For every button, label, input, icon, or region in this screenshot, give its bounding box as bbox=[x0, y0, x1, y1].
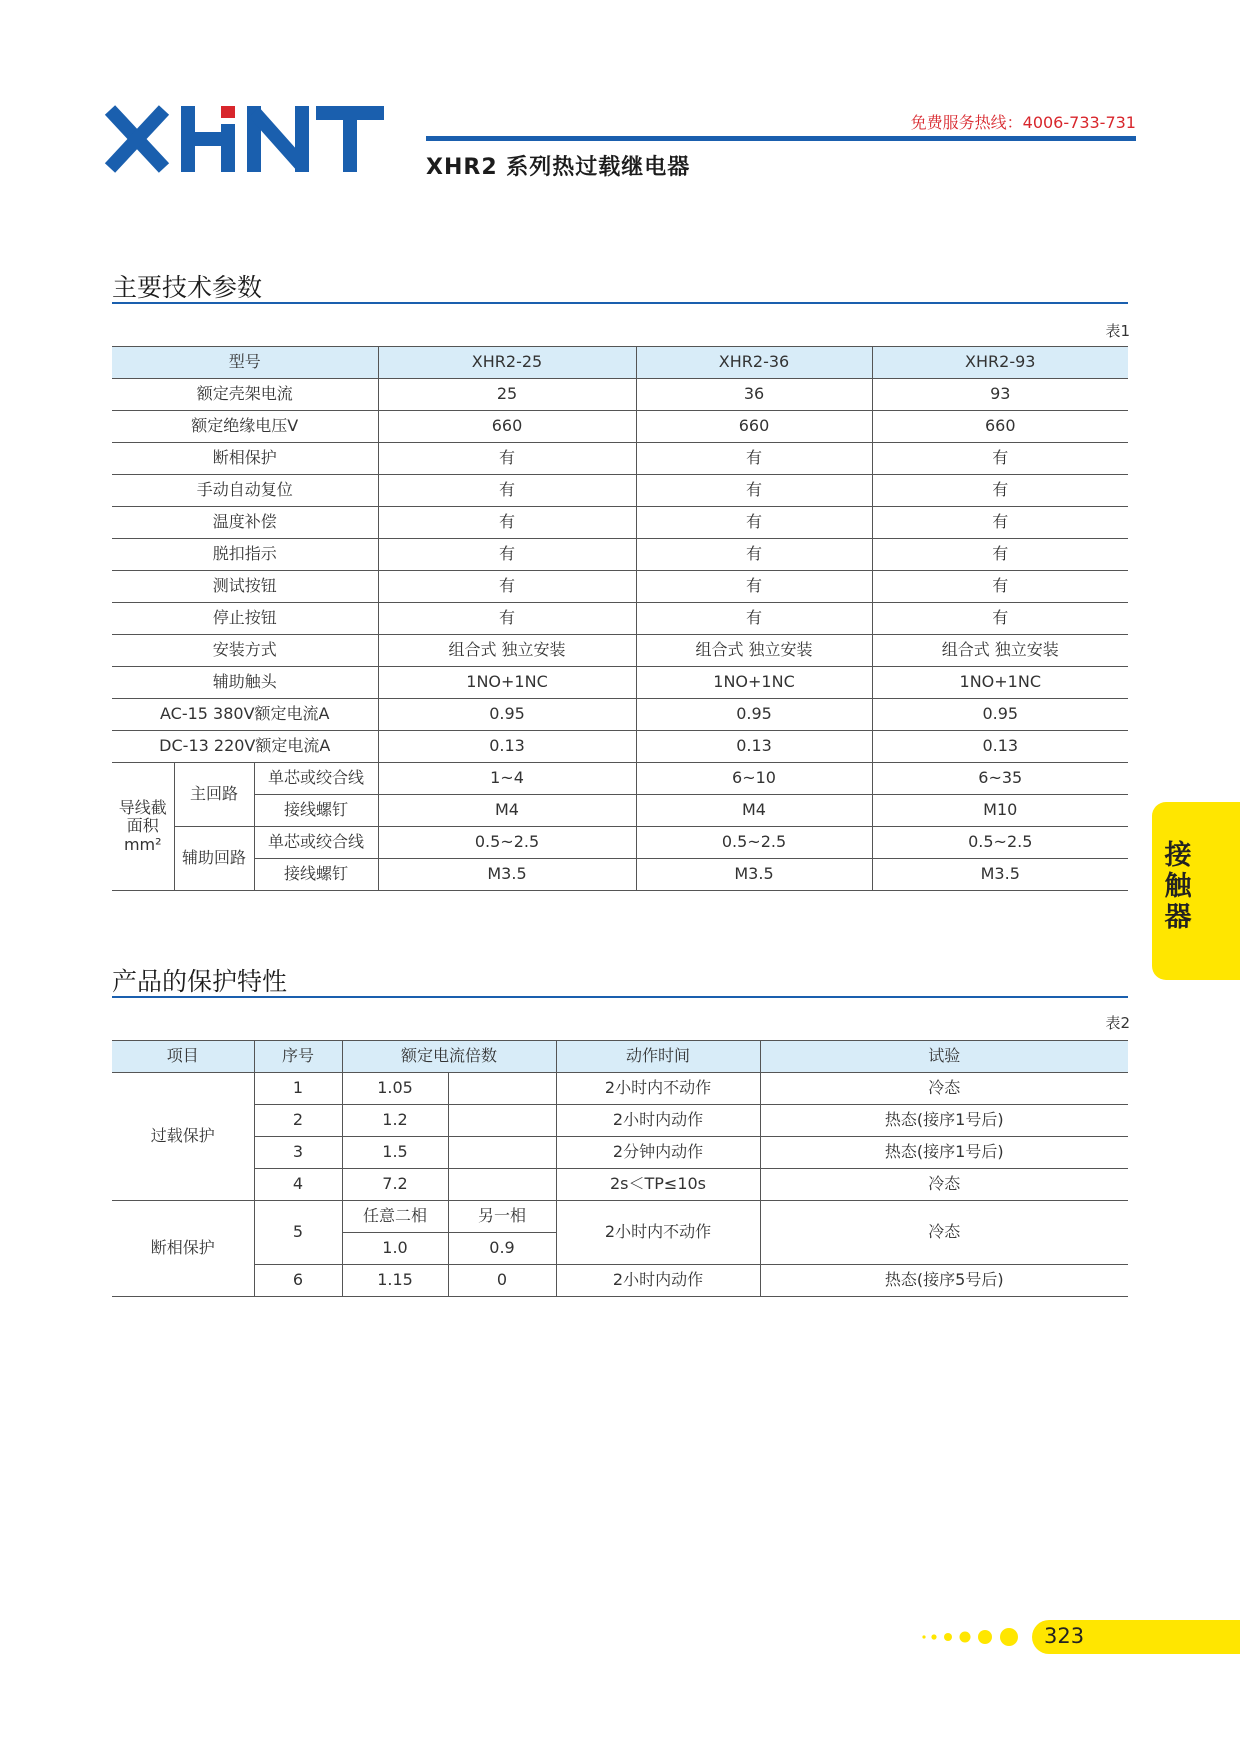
header-no: 序号 bbox=[254, 1041, 342, 1073]
cell: 1NO+1NC bbox=[872, 667, 1128, 699]
cell: 有 bbox=[636, 475, 872, 507]
cell: 1.5 bbox=[342, 1137, 448, 1169]
row-label: 安装方式 bbox=[112, 635, 378, 667]
header-item: 项目 bbox=[112, 1041, 254, 1073]
cell: 0.13 bbox=[636, 731, 872, 763]
wire-group-unit: mm² bbox=[123, 834, 162, 854]
cell: 冷态 bbox=[760, 1169, 1128, 1201]
cell: 有 bbox=[872, 603, 1128, 635]
section-rule-protection bbox=[112, 996, 1128, 998]
cell: 0.5~2.5 bbox=[636, 827, 872, 859]
footer-dots bbox=[920, 1625, 1030, 1649]
section-rule-specs bbox=[112, 302, 1128, 304]
cell: 2小时内不动作 bbox=[556, 1073, 760, 1105]
row-label: 额定绝缘电压V bbox=[112, 411, 378, 443]
cell: 7.2 bbox=[342, 1169, 448, 1201]
document-title: XHR2 系列热过载继电器 bbox=[426, 155, 691, 180]
table-row bbox=[112, 699, 1128, 731]
service-hotline: 免费服务热线：4006-733-731 bbox=[910, 113, 1136, 132]
table-row bbox=[112, 603, 1128, 635]
cell: 1NO+1NC bbox=[636, 667, 872, 699]
wire-group-label bbox=[112, 763, 174, 891]
section-title-specs: 主要技术参数 bbox=[112, 273, 263, 302]
table-label-2: 表2 bbox=[1105, 1014, 1130, 1032]
table-row bbox=[112, 379, 1128, 411]
row-label: 接线螺钉 bbox=[254, 795, 378, 827]
row-label: 辅助触头 bbox=[112, 667, 378, 699]
overload-label: 过载保护 bbox=[112, 1073, 254, 1201]
row-label: 接线螺钉 bbox=[254, 859, 378, 891]
table-row bbox=[112, 795, 1128, 827]
row-label: 脱扣指示 bbox=[112, 539, 378, 571]
side-tab-label: 接触器 bbox=[1164, 840, 1192, 933]
table-row bbox=[112, 1105, 1128, 1137]
row-label: 停止按钮 bbox=[112, 603, 378, 635]
cell: 有 bbox=[872, 571, 1128, 603]
table-row bbox=[112, 1169, 1128, 1201]
table-header-row bbox=[112, 1041, 1128, 1073]
cell: 有 bbox=[872, 507, 1128, 539]
cell bbox=[448, 1105, 556, 1137]
table-row bbox=[112, 539, 1128, 571]
table-row bbox=[112, 1073, 1128, 1105]
cell: 0.13 bbox=[872, 731, 1128, 763]
table-row bbox=[112, 763, 1128, 795]
cell: 36 bbox=[636, 379, 872, 411]
cell: 有 bbox=[636, 539, 872, 571]
cell: 0 bbox=[448, 1265, 556, 1297]
header-action-time: 动作时间 bbox=[556, 1041, 760, 1073]
cell: 冷态 bbox=[760, 1073, 1128, 1105]
table-header-row bbox=[112, 347, 1128, 379]
cell: M3.5 bbox=[636, 859, 872, 891]
cell: 0.9 bbox=[448, 1233, 556, 1265]
cell: 2小时内动作 bbox=[556, 1105, 760, 1137]
cell: 有 bbox=[636, 443, 872, 475]
cell: 0.13 bbox=[378, 731, 636, 763]
table-row bbox=[112, 475, 1128, 507]
main-circuit-label: 主回路 bbox=[174, 763, 254, 827]
cell: 有 bbox=[378, 475, 636, 507]
cell: 6~10 bbox=[636, 763, 872, 795]
cell: 有 bbox=[872, 443, 1128, 475]
cell: 组合式 独立安装 bbox=[636, 635, 872, 667]
cell: M4 bbox=[636, 795, 872, 827]
cell: M4 bbox=[378, 795, 636, 827]
cell: 有 bbox=[378, 539, 636, 571]
cell bbox=[448, 1073, 556, 1105]
table-row bbox=[112, 731, 1128, 763]
cell: 660 bbox=[378, 411, 636, 443]
aux-circuit-label: 辅助回路 bbox=[174, 827, 254, 891]
table-row bbox=[112, 827, 1128, 859]
cell: 1~4 bbox=[378, 763, 636, 795]
row-label: AC-15 380V额定电流A bbox=[112, 699, 378, 731]
cell: 1.0 bbox=[342, 1233, 448, 1265]
cell: M3.5 bbox=[378, 859, 636, 891]
cell: 2小时内不动作 bbox=[556, 1201, 760, 1265]
cell: 热态(接序1号后) bbox=[760, 1105, 1128, 1137]
wire-group-line2: 面积 bbox=[126, 816, 159, 836]
cell: 5 bbox=[254, 1201, 342, 1265]
table-row bbox=[112, 571, 1128, 603]
cell: 93 bbox=[872, 379, 1128, 411]
row-label: 温度补偿 bbox=[112, 507, 378, 539]
spec-table bbox=[112, 346, 1128, 891]
table-label-1: 表1 bbox=[1105, 322, 1130, 340]
cell: 2 bbox=[254, 1105, 342, 1137]
table-row bbox=[112, 443, 1128, 475]
table-row bbox=[112, 1201, 1128, 1233]
cell: 0.95 bbox=[872, 699, 1128, 731]
cell: 25 bbox=[378, 379, 636, 411]
cell bbox=[448, 1169, 556, 1201]
cell: 0.95 bbox=[378, 699, 636, 731]
cell: 热态(接序5号后) bbox=[760, 1265, 1128, 1297]
cell: 4 bbox=[254, 1169, 342, 1201]
sub-header-any-two: 任意二相 bbox=[342, 1201, 448, 1233]
xhnt-logo bbox=[104, 104, 384, 174]
cell: 1NO+1NC bbox=[378, 667, 636, 699]
cell bbox=[448, 1137, 556, 1169]
cell: 有 bbox=[378, 507, 636, 539]
cell: 有 bbox=[872, 539, 1128, 571]
cell: 冷态 bbox=[760, 1201, 1128, 1265]
cell: 有 bbox=[378, 443, 636, 475]
cell: M3.5 bbox=[872, 859, 1128, 891]
section-title-protection: 产品的保护特性 bbox=[112, 967, 288, 996]
table-row bbox=[112, 1265, 1128, 1297]
cell: 2s＜TP≤10s bbox=[556, 1169, 760, 1201]
cell: 660 bbox=[872, 411, 1128, 443]
cell: 6 bbox=[254, 1265, 342, 1297]
cell: 0.5~2.5 bbox=[378, 827, 636, 859]
cell: 1.2 bbox=[342, 1105, 448, 1137]
header-current-multiple: 额定电流倍数 bbox=[342, 1041, 556, 1073]
cell: 2分钟内动作 bbox=[556, 1137, 760, 1169]
cell: 有 bbox=[636, 507, 872, 539]
row-label: 断相保护 bbox=[112, 443, 378, 475]
header-test: 试验 bbox=[760, 1041, 1128, 1073]
cell: 有 bbox=[636, 571, 872, 603]
cell: 有 bbox=[378, 603, 636, 635]
row-label: 手动自动复位 bbox=[112, 475, 378, 507]
table-row bbox=[112, 859, 1128, 891]
sub-header-other: 另一相 bbox=[448, 1201, 556, 1233]
cell: 1.05 bbox=[342, 1073, 448, 1105]
cell: 组合式 独立安装 bbox=[872, 635, 1128, 667]
wire-group-line1: 导线截 bbox=[118, 797, 167, 817]
table-row bbox=[112, 507, 1128, 539]
cell: 组合式 独立安装 bbox=[378, 635, 636, 667]
header-rule bbox=[426, 136, 1136, 141]
header-model: 型号 bbox=[112, 347, 378, 379]
phase-loss-label: 断相保护 bbox=[112, 1201, 254, 1297]
header-xhr2-25: XHR2-25 bbox=[378, 347, 636, 379]
cell: M10 bbox=[872, 795, 1128, 827]
row-label: 测试按钮 bbox=[112, 571, 378, 603]
cell: 1.15 bbox=[342, 1265, 448, 1297]
table-row bbox=[112, 635, 1128, 667]
cell: 热态(接序1号后) bbox=[760, 1137, 1128, 1169]
cell: 有 bbox=[636, 603, 872, 635]
cell: 0.95 bbox=[636, 699, 872, 731]
header-xhr2-36: XHR2-36 bbox=[636, 347, 872, 379]
table-row bbox=[112, 667, 1128, 699]
row-label: 单芯或绞合线 bbox=[254, 827, 378, 859]
table-row bbox=[112, 1137, 1128, 1169]
table-row bbox=[112, 411, 1128, 443]
cell: 1 bbox=[254, 1073, 342, 1105]
cell: 有 bbox=[872, 475, 1128, 507]
cell: 6~35 bbox=[872, 763, 1128, 795]
cell: 有 bbox=[378, 571, 636, 603]
cell: 0.5~2.5 bbox=[872, 827, 1128, 859]
row-label: 单芯或绞合线 bbox=[254, 763, 378, 795]
header-xhr2-93: XHR2-93 bbox=[872, 347, 1128, 379]
row-label: 额定壳架电流 bbox=[112, 379, 378, 411]
page-number: 323 bbox=[1044, 1624, 1085, 1648]
protection-table bbox=[112, 1040, 1128, 1297]
cell: 3 bbox=[254, 1137, 342, 1169]
cell: 2小时内动作 bbox=[556, 1265, 760, 1297]
row-label: DC-13 220V额定电流A bbox=[112, 731, 378, 763]
cell: 660 bbox=[636, 411, 872, 443]
